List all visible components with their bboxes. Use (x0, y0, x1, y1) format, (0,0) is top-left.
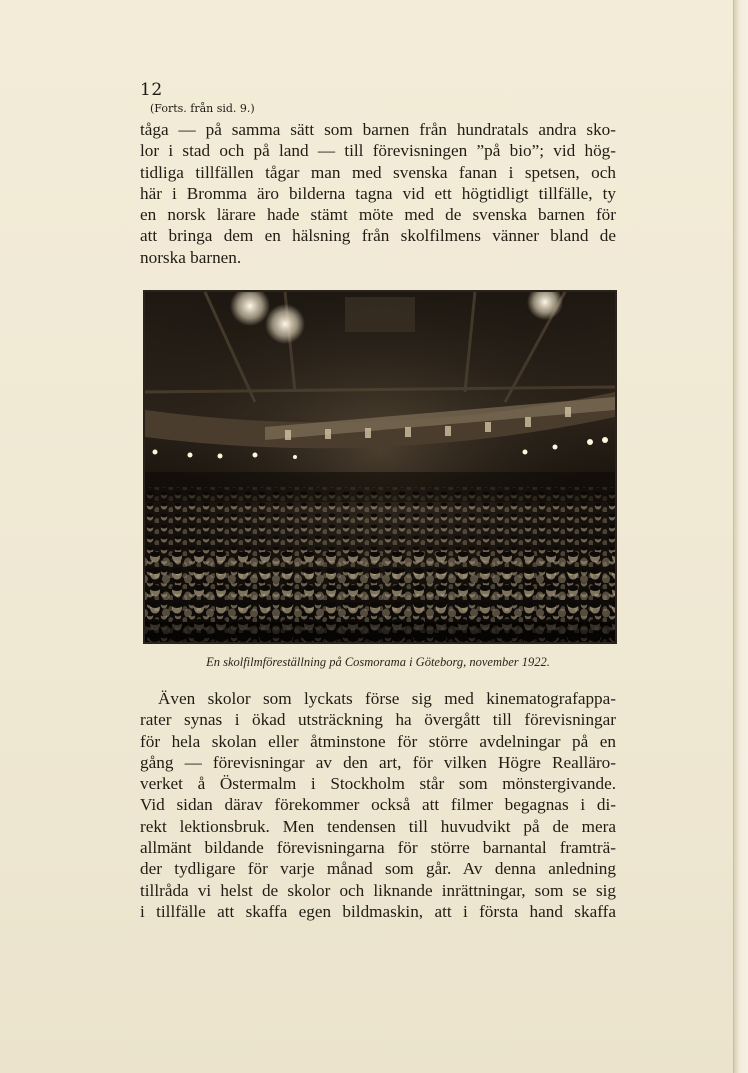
text-line: Även skolor som lyckats förse sig med kinematografappa- (158, 689, 616, 708)
text-line: rater synas i ökad utsträckning ha övergått till förevisningar (140, 710, 616, 730)
text-line: i tillfälle att skaffa egen bildmaskin, att i första hand skaffa (140, 901, 616, 921)
text-line: för hela skolan eller åtminstone för större avdelningar på en (140, 731, 616, 751)
page-number: 12 (140, 80, 163, 100)
page-edge (733, 0, 748, 1073)
text-line: norska barnen. (140, 247, 242, 267)
text-line: en norsk lärare hade stämt möte med de svenska barnen för (140, 205, 616, 225)
cinema-audience-photo (143, 290, 617, 644)
photo-caption: En skolfilmföreställning på Cosmorama i Göteborg, november 1922. (206, 655, 550, 669)
text-line: tillråda vi helst de skolor och liknande inrättningar, som se sig (140, 880, 616, 900)
text-line: här i Bromma äro bilderna tagna vid ett högtidligt tillfälle, ty (140, 183, 616, 203)
text-line: tåga — på samma sätt som barnen från hundratals andra sko- (140, 120, 616, 139)
text-line: verket å Östermalm i Stockholm står som mönstergivande. (140, 774, 616, 794)
text-line: att bringa dem en hälsning från skolfilmens vänner bland de (140, 226, 616, 246)
text-line: gång — förevisningar av den art, för vilken Högre Realläro- (140, 752, 616, 772)
text-line: rekt lektionsbruk. Men tendensen till huvudvikt på de mera (140, 816, 616, 836)
paragraph-1 (140, 119, 616, 268)
paragraph-2 (140, 688, 616, 922)
text-line: tidliga tillfällen tågar man med svenska fanan i spetsen, och (140, 162, 616, 182)
text-line: allmänt bildande förevisningarna för större barnantal framträ- (140, 838, 616, 858)
text-line: Vid sidan därav förekommer också att filmer begagnas i di- (140, 795, 616, 815)
text-line: der tydligare för varje månad som går. Av denna anledning (140, 859, 616, 879)
continuation-note: (Forts. från sid. 9.) (150, 102, 255, 115)
text-line: lor i stad och på land — till förevisningen ”på bio”; vid hög- (140, 141, 616, 161)
